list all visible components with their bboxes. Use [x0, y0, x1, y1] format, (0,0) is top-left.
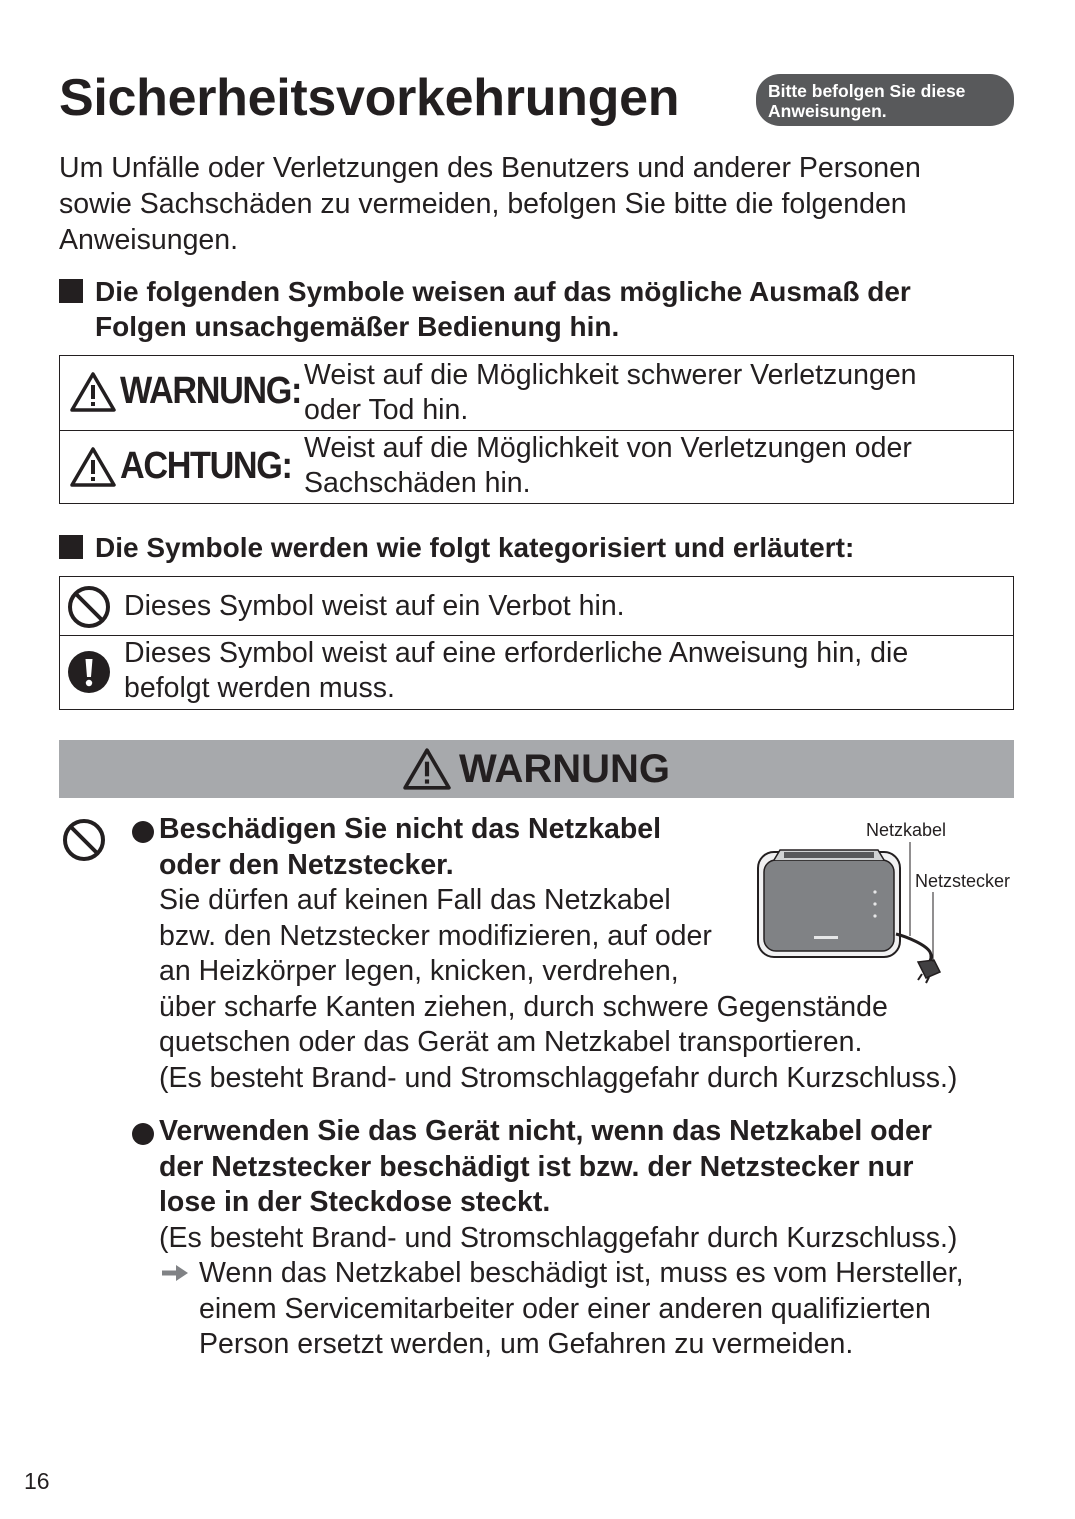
warning-desc-line-1: Weist auf die Möglichkeit schwerer Verletzungen [304, 359, 917, 391]
item2-note-line-3: Person ersetzt werden, um Gefahren zu vermeiden. [199, 1328, 854, 1360]
page-title: Sicherheitsvorkehrungen [59, 69, 680, 127]
warning-item-damaged-cable [159, 1114, 1019, 1256]
warning-triangle-icon [70, 371, 116, 413]
symbol-row-mandatory [60, 636, 1013, 710]
prohibition-icon [67, 585, 111, 629]
warning-desc-line-2: oder Tod hin. [304, 394, 469, 426]
prohibition-icon [62, 818, 106, 862]
prohibition-description: Dieses Symbol weist auf ein Verbot hin. [124, 590, 625, 622]
item1-body-line-5: quetschen oder das Gerät am Netzkabel transportieren. [159, 1026, 863, 1058]
severity-table [59, 355, 1014, 504]
badge-line-2: Anweisungen. [768, 101, 887, 121]
warning-signal [70, 370, 321, 413]
item2-body-line-1: (Es besteht Brand- und Stromschlaggefahr durch Kurzschluss.) [159, 1221, 958, 1254]
item2-note [199, 1256, 1019, 1363]
warning-description [304, 358, 917, 428]
intro-line-2: sowie Sachschäden zu vermeiden, befolgen Sie bitte die folgenden [59, 188, 907, 220]
caution-label: ACHTUNG: [120, 445, 292, 487]
warning-banner [59, 740, 1014, 798]
caution-signal [70, 445, 311, 488]
item1-heading-line-1: Beschädigen Sie nicht das Netzkabel [159, 813, 662, 845]
mandatory-desc-line-1: Dieses Symbol weist auf eine erforderliche Anweisung hin, die [124, 637, 909, 669]
symbol-table [59, 576, 1014, 710]
section-heading-categories [59, 530, 1045, 565]
arrow-right-icon [160, 1262, 192, 1284]
label-power-cable: Netzkabel [866, 820, 947, 840]
warning-triangle-icon [70, 446, 116, 488]
item2-heading-line-3: lose in der Steckdose steckt. [159, 1186, 551, 1218]
symbol-row-prohibition [60, 577, 1013, 635]
intro-line-3: Anweisungen. [59, 224, 239, 256]
square-bullet-icon [59, 535, 83, 559]
item1-body-line-4: über scharfe Kanten ziehen, durch schwere Gegenstände [159, 990, 888, 1023]
section-heading-symbols [59, 274, 1045, 344]
warning-label: WARNUNG: [120, 370, 302, 412]
item1-body-line-2: bzw. den Netzstecker modifizieren, auf oder [159, 919, 712, 952]
square-bullet-icon [59, 279, 83, 303]
item1-body-line-6: (Es besteht Brand- und Stromschlaggefahr durch Kurzschluss.) [159, 1061, 958, 1094]
item1-body-line-1: Sie dürfen auf keinen Fall das Netzkabel [159, 884, 671, 916]
intro-paragraph [59, 150, 1019, 258]
item2-heading-line-2: der Netzstecker beschädigt ist bzw. der Netzstecker nur [159, 1150, 914, 1183]
instruction-badge [756, 74, 1014, 126]
section2-heading: Die Symbole werden wie folgt kategorisiert und erläutert: [95, 532, 855, 563]
mandatory-action-icon [67, 650, 111, 694]
page-number: 16 [24, 1468, 50, 1494]
bullet-icon [132, 1123, 154, 1145]
intro-line-1: Um Unfälle oder Verletzungen des Benutzers und anderer Personen [59, 152, 921, 184]
item2-note-line-2: einem Servicemitarbeiter oder einer anderen qualifizierten [199, 1292, 931, 1325]
mandatory-desc-line-2: befolgt werden muss. [124, 672, 395, 704]
item1-heading-line-2: oder den Netzstecker. [159, 848, 454, 881]
severity-row-warning [60, 356, 1013, 430]
caution-desc-line-1: Weist auf die Möglichkeit von Verletzungen oder [304, 432, 912, 464]
warning-banner-title: WARNUNG [458, 746, 671, 791]
caution-description [304, 431, 912, 501]
toaster-illustration [750, 812, 1020, 992]
item1-body-line-3: an Heizkörper legen, knicken, verdrehen, [159, 955, 679, 987]
section-heading-line-2: Folgen unsachgemäßer Bedienung hin. [95, 311, 620, 342]
label-power-plug: Netzstecker [915, 871, 1011, 891]
item2-note-line-1: Wenn das Netzkabel beschädigt ist, muss es vom Hersteller, [199, 1257, 964, 1289]
mandatory-description [124, 636, 908, 706]
warning-triangle-icon [403, 747, 451, 791]
section-heading-line-1: Die folgenden Symbole weisen auf das mögliche Ausmaß der [95, 276, 911, 307]
item2-heading-line-1: Verwenden Sie das Gerät nicht, wenn das Netzkabel oder [159, 1115, 932, 1147]
severity-row-caution [60, 431, 1013, 503]
caution-desc-line-2: Sachschäden hin. [304, 467, 531, 499]
badge-line-1: Bitte befolgen Sie diese [768, 81, 966, 101]
bullet-icon [132, 821, 154, 843]
